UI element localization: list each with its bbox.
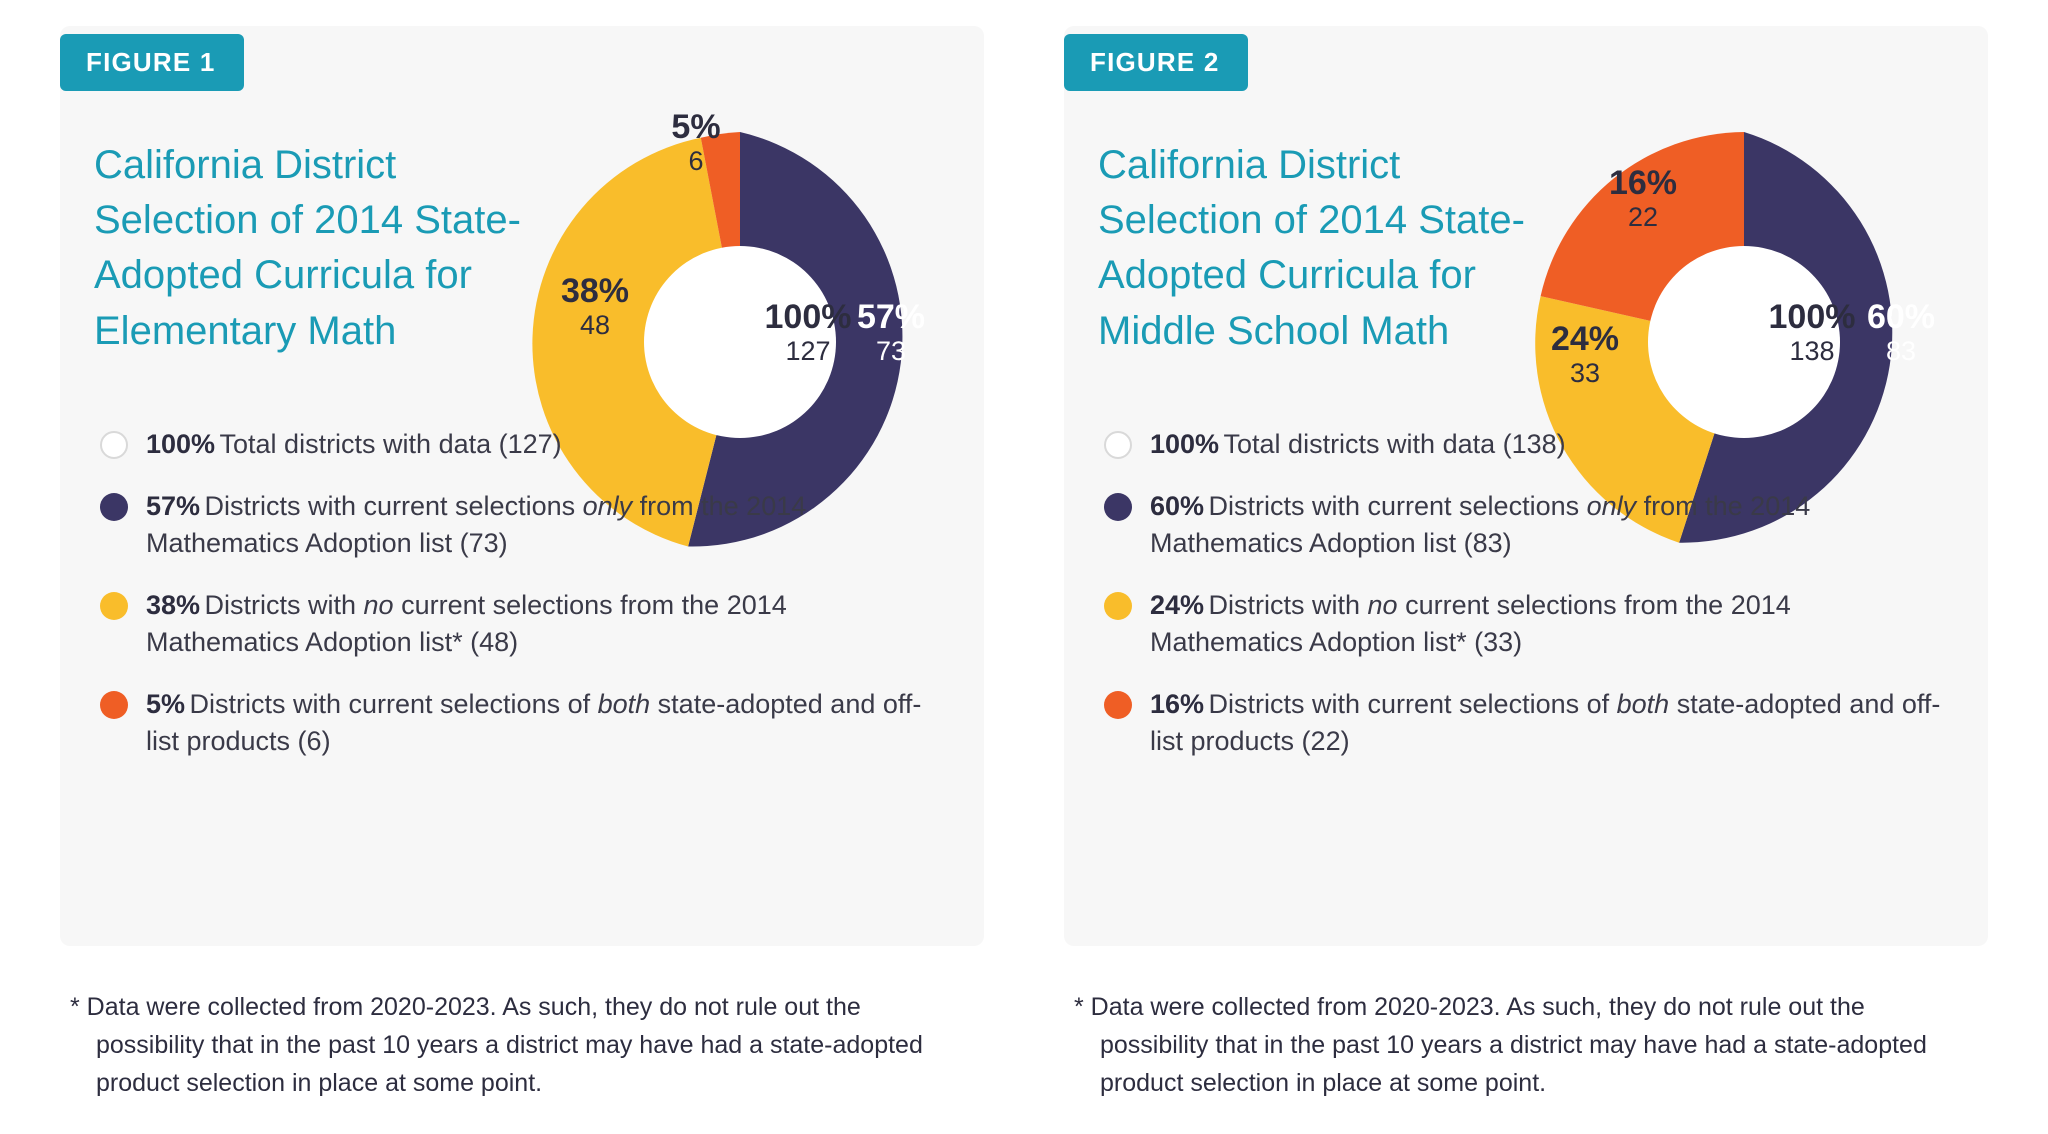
figure-2-tab-label: FIGURE 2 xyxy=(1064,34,1248,91)
legend-desc: Districts with no current selections from the 2014 Mathematics Adoption list* (33) xyxy=(1150,590,1791,657)
figure-1-card xyxy=(60,26,984,946)
legend-pct: 5% xyxy=(146,689,186,720)
legend-desc: Districts with current selections of both state-adopted and off-list products (22) xyxy=(1150,689,1941,756)
figure-2-legend xyxy=(1104,426,1944,785)
legend-pct: 57% xyxy=(146,491,201,522)
legend-dot-total-icon xyxy=(1104,431,1132,459)
figure-1-slice-label-orange: 5% 6 xyxy=(671,108,721,177)
legend-item xyxy=(1104,587,1944,660)
legend-desc: Districts with no current selections from the 2014 Mathematics Adoption list* (48) xyxy=(146,590,787,657)
legend-dot-navy-icon xyxy=(100,493,128,521)
figure-2-card xyxy=(1064,26,1988,946)
legend-desc: Total districts with data (138) xyxy=(1223,429,1566,459)
figure-1-slice-label-navy: 57% 73 xyxy=(856,298,926,367)
legend-item xyxy=(1104,488,1944,561)
legend-pct: 38% xyxy=(146,590,201,621)
legend-item xyxy=(100,686,940,759)
figure-2-column xyxy=(1064,26,1988,1134)
legend-desc: Total districts with data (127) xyxy=(219,429,562,459)
figure-1-slice-label-yellow: 38% 48 xyxy=(560,272,630,341)
figure-1-footnote: * Data were collected from 2020-2023. As such, they do not rule out the possibility that in the past 10 years a district may have had a state-adopted product selection in place at some point. xyxy=(70,993,923,1097)
legend-desc: Districts with current selections of both state-adopted and off-list products (6) xyxy=(146,689,922,756)
figure-2-slice-label-orange: 16% 22 xyxy=(1608,164,1678,233)
legend-pct: 100% xyxy=(1150,429,1220,459)
figure-2-slice-label-yellow: 24% 33 xyxy=(1550,320,1620,389)
legend-dot-yellow-icon xyxy=(1104,592,1132,620)
legend-desc: Districts with current selections only from the 2014 Mathematics Adoption list (73) xyxy=(146,491,807,558)
figure-2-title: California District Selection of 2014 State-Adopted Curricula for Middle School Math xyxy=(1098,143,1525,353)
legend-item xyxy=(100,587,940,660)
figure-2-footnote: * Data were collected from 2020-2023. As such, they do not rule out the possibility that in the past 10 years a district may have had a state-adopted product selection in place at some point. xyxy=(1074,993,1927,1097)
legend-dot-orange-icon xyxy=(1104,691,1132,719)
legend-item xyxy=(1104,686,1944,759)
legend-desc: Districts with current selections only from the 2014 Mathematics Adoption list (83) xyxy=(1150,491,1811,558)
figure-1-tab-label: FIGURE 1 xyxy=(60,34,244,91)
legend-dot-navy-icon xyxy=(1104,493,1132,521)
legend-item xyxy=(100,426,940,462)
legend-dot-total-icon xyxy=(100,431,128,459)
figure-2-slice-label-navy: 60% 83 xyxy=(1866,298,1936,367)
legend-pct: 60% xyxy=(1150,491,1205,522)
legend-dot-orange-icon xyxy=(100,691,128,719)
figure-1-column xyxy=(60,26,984,1134)
legend-pct: 100% xyxy=(146,429,216,459)
legend-pct: 24% xyxy=(1150,590,1205,621)
legend-item xyxy=(1104,426,1944,462)
legend-dot-yellow-icon xyxy=(100,592,128,620)
figure-1-title: California District Selection of 2014 State-Adopted Curricula for Elementary Math xyxy=(94,143,521,353)
figure-2-center-label: 100% 138 xyxy=(1768,298,1856,367)
figure-1-center-label: 100% 127 xyxy=(764,298,852,367)
legend-pct: 16% xyxy=(1150,689,1205,720)
figure-1-legend xyxy=(100,426,940,785)
legend-item xyxy=(100,488,940,561)
